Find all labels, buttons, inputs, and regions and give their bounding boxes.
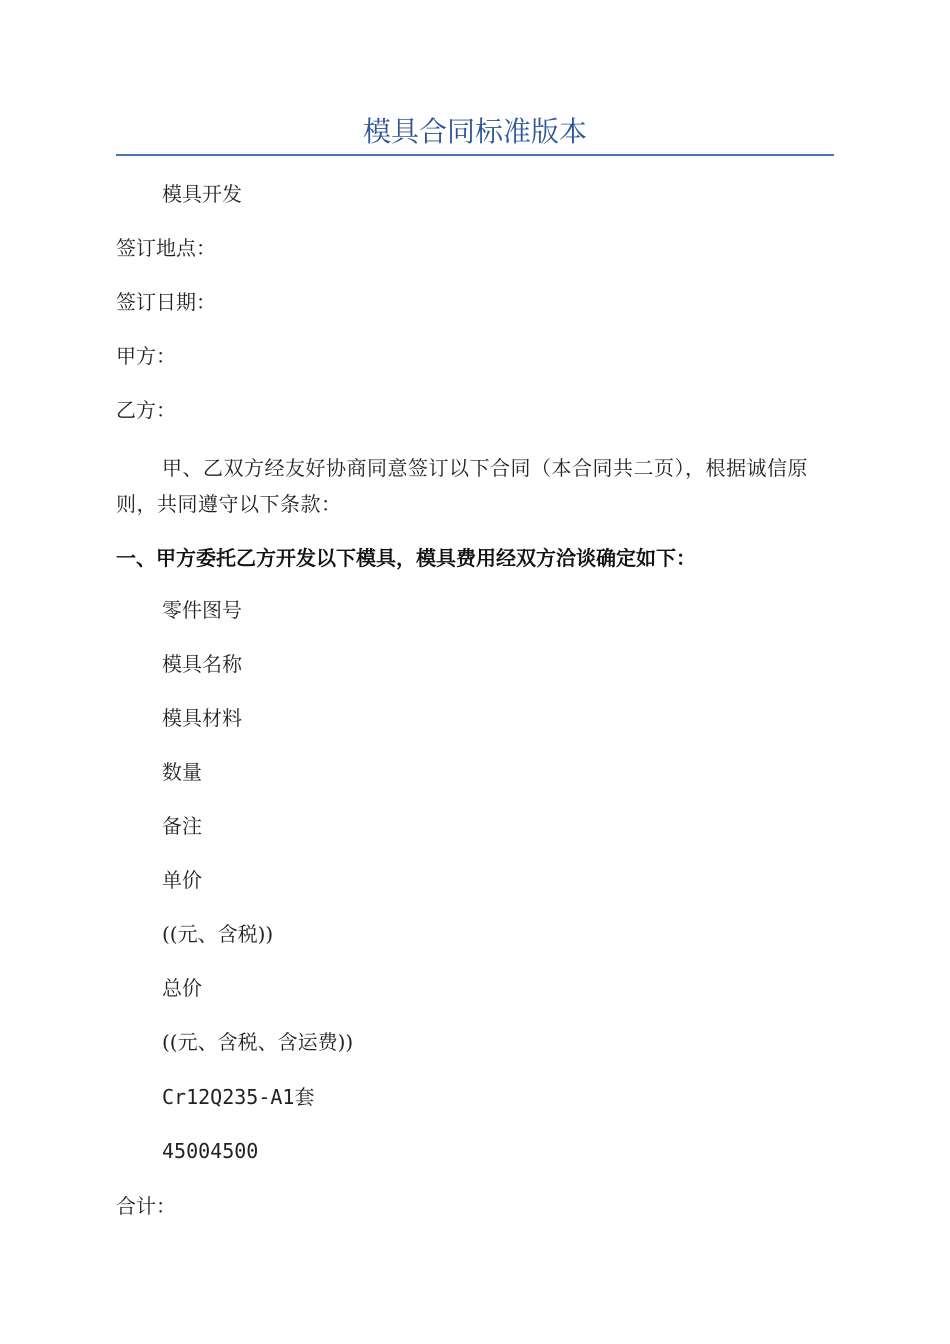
item-remarks: 备注 <box>162 814 202 838</box>
item-unit-price: 单价 <box>162 868 202 892</box>
signing-date-field: 签订日期： <box>116 290 216 314</box>
item-part-drawing-no: 零件图号 <box>162 598 242 622</box>
document-title: 模具合同标准版本 <box>362 115 587 148</box>
item-material-spec: Cr12Q235-A1套 <box>162 1085 315 1109</box>
subtitle: 模具开发 <box>162 182 242 206</box>
party-a-field: 甲方： <box>116 344 176 368</box>
title-underline <box>116 154 834 156</box>
item-quantity: 数量 <box>162 760 202 784</box>
signing-place-field: 签订地点： <box>116 236 216 260</box>
item-mold-name: 模具名称 <box>162 652 242 676</box>
party-b-field: 乙方： <box>116 398 176 422</box>
item-unit-price-note: ((元、含税)) <box>162 922 274 946</box>
section-1-heading: 一、甲方委托乙方开发以下模具，模具费用经双方洽谈确定如下： <box>116 546 696 570</box>
item-mold-material: 模具材料 <box>162 706 242 730</box>
intro-paragraph: 甲、乙双方经友好协商同意签订以下合同（本合同共二页），根据诚信原则，共同遵守以下条款： <box>116 456 808 516</box>
item-total-price: 总价 <box>162 976 202 1000</box>
item-total-price-note: ((元、含税、含运费)) <box>162 1030 354 1054</box>
total-label: 合计： <box>116 1194 176 1218</box>
item-price-values: 45004500 <box>162 1139 259 1163</box>
